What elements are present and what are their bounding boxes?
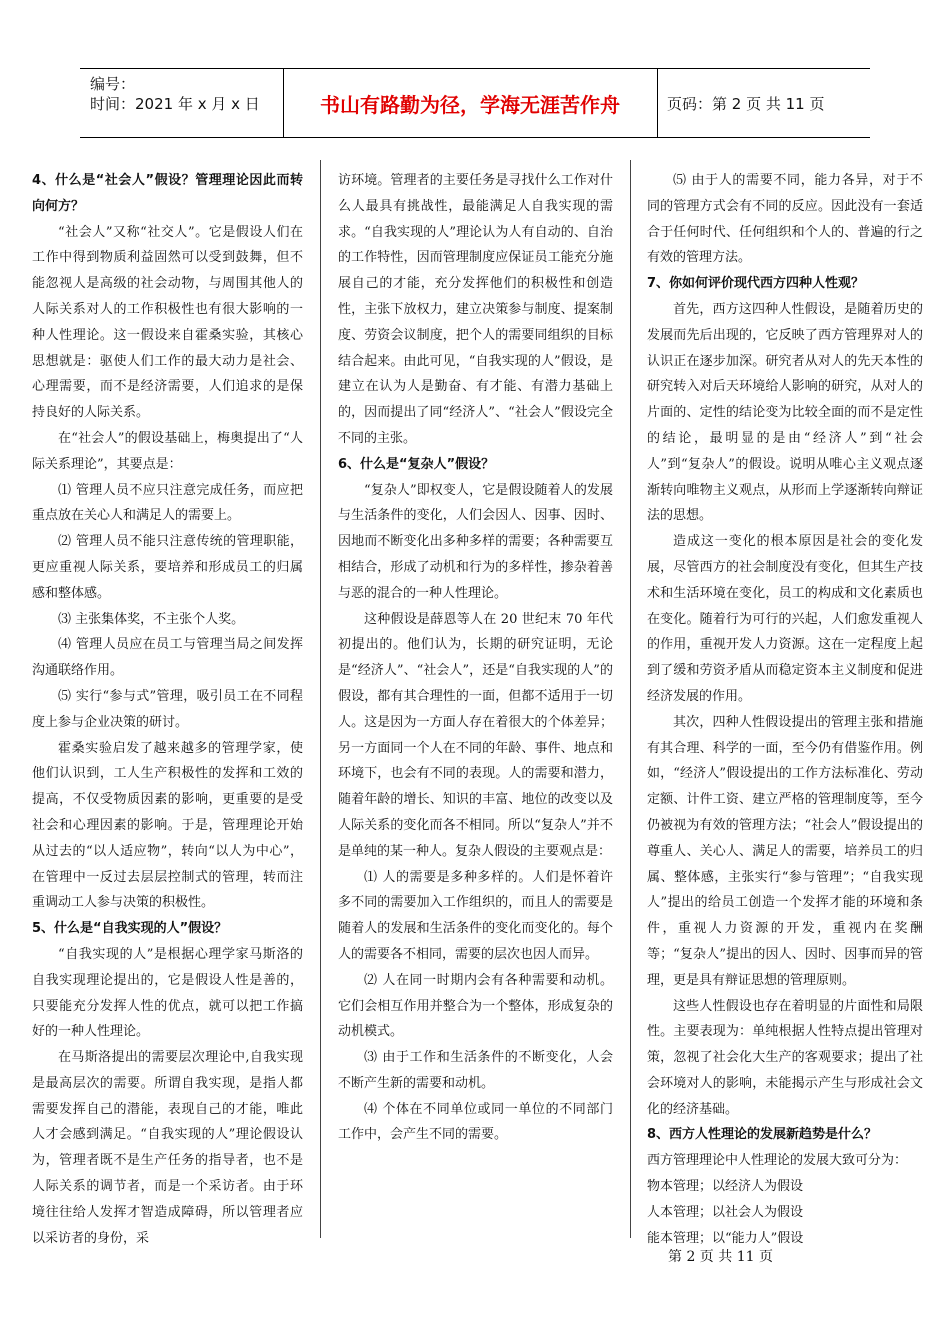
- paragraph: ⑸ 由于人的需要不同，能力各异，对于不同的管理方式会有不同的反应。因此没有一套适合于任何时代、任何组织和个人的、普遍的行之有效的管理方法。: [647, 173, 923, 266]
- paragraph: ⑵ 管理人员不能只注意传统的管理职能，更应重视人际关系，要培养和形成员工的归属感和整体感。: [32, 534, 303, 601]
- paragraph: 在马斯洛提出的需要层次理论中,自我实现是最高层次的需要。所谓自我实现，是指人都需要发挥自己的潜能，表现自己的才能，唯此人才会感到满足。“自我实现的人”理论假设认为，管理者既不是生产任务的指导者，也不是人际关系的调节者，而是一个采访者。由于环境往往给人发挥才智造成障碍，所以管理者应以采访者的身份，采: [32, 1050, 303, 1246]
- page-code: 页码：第 2 页 共 11 页: [667, 95, 825, 113]
- motto: 书山有路勤为径，学海无涯苦作舟: [320, 93, 620, 117]
- section-heading: 5、什么是“自我实现的人”假设？: [32, 921, 228, 937]
- section-heading: 6、什么是“复杂人”假设？: [338, 456, 495, 472]
- paragraph: ⑷ 个体在不同单位或同一单位的不同部门工作中，会产生不同的需要。: [338, 1101, 613, 1143]
- paragraph: ⑷ 管理人员应在员工与管理当局之间发挥沟通联络作用。: [32, 637, 303, 679]
- page-header: [80, 68, 870, 138]
- number-label: 编号：: [90, 75, 136, 93]
- paragraph: ⑶ 由于工作和生活条件的不断变化，人会不断产生新的需要和动机。: [338, 1050, 613, 1091]
- paragraph: 在“社会人”的假设基础上，梅奥提出了“人际关系理论”，其要点是：: [32, 430, 303, 472]
- section-heading: 7、你如何评价现代西方四种人性观？: [647, 276, 865, 292]
- column-divider-2: [630, 160, 631, 1238]
- paragraph: 造成这一变化的根本原因是社会的变化发展，尽管西方的社会制度没有变化，但其生产技术和生活环境在变化，员工的构成和文化素质也在变化。随着行为可行的兴起，人们愈发重视人的作用，重视开发人力资源。这在一定程度上起到了缓和劳资矛盾从而稳定资本主义制度和促进经济发展的作用。: [647, 534, 923, 704]
- column-3: [647, 168, 923, 1251]
- paragraph: ⑶ 主张集体奖，不主张个人奖。: [58, 611, 245, 627]
- paragraph: “社会人”又称“社交人”。它是假设人们在工作中得到物质利益固然可以受到鼓舞，但不能忽视人是高级的社会动物，与周围其他人的人际关系对人的工作积极性也有很大影响的一种人性理论。这一假设来自霍桑实验，其核心思想就是：驱使人们工作的最大动力是社会、心理需要，而不是经济需要，人们追求的是保持良好的人际关系。: [32, 224, 303, 421]
- page-footer: 第 2 页 共 11 页: [668, 1249, 773, 1265]
- paragraph: 访环境。管理者的主要任务是寻找什么工作对什么人最具有挑战性，最能满足人自我实现的需求。“自我实现的人”理论认为人有自动的、自治的工作特性，因而管理制度应保证员工能充分施展自己的才能，充分发挥他们的积极性和创造性，主张下放权力，建立决策参与制度、提案制度、劳资会议制度，把个人的需要同组织的目标结合起来。由此可见，“自我实现的人”假设，是建立在认为人是勤奋、有才能、有潜力基础上的，因而提出了同“经济人”、“社会人”假设完全不同的主张。: [338, 173, 613, 446]
- paragraph: 人本管理；以社会人为假设: [647, 1204, 804, 1220]
- paragraph: 这些人性假设也存在着明显的片面性和局限性。主要表现为：单纯根据人性特点提出管理对策，忽视了社会化大生产的客观要求；提出了社会环境对人的影响，未能揭示产生与形成社会文化的经济基础。: [647, 998, 923, 1117]
- paragraph: 首先，西方这四种人性假设，是随着历史的发展而先后出现的，它反映了西方管理界对人的认识正在逐步加深。研究者从对人的先天本性的研究转入对后天环境给人影响的研究，从对人的片面的、定性的结论变为比较全面的而不是定性的结论，最明显的是由“经济人”到“社会人”到“复杂人”的假设。说明从唯心主义观点逐渐转向唯物主义观点，从形而上学逐渐转向辩证法的思想。: [647, 301, 923, 524]
- paragraph: 能本管理；以“能力人”假设: [647, 1230, 804, 1246]
- paragraph: ⑸ 实行“参与式”管理，吸引员工在不同程度上参与企业决策的研讨。: [32, 688, 303, 730]
- section-heading: 8、西方人性理论的发展新趋势是什么？: [647, 1127, 878, 1143]
- paragraph: ⑴ 人的需要是多种多样的。人们是怀着许多不同的需要加入工作组织的，而且人的需要是随着人的发展和生活条件的变化而变化的。每个人的需要各不相同，需要的层次也因人而异。: [338, 869, 613, 962]
- column-divider-1: [320, 160, 321, 1238]
- paragraph: 西方管理理论中人性理论的发展大致可分为：: [647, 1153, 908, 1169]
- column-1: [32, 168, 303, 1251]
- paragraph: 其次，四种人性假设提出的管理主张和措施有其合理、科学的一面，至今仍有借鉴作用。例如，“经济人”假设提出的工作方法标准化、劳动定额、计件工资、建立严格的管理制度等，至今仍被视为有效的管理方法；“社会人”假设提出的尊重人、关心人、满足人的需要，培养员工的归属、整体感，主张实行“参与管理”；“自我实现人”提出的给员工创造一个发挥才能的环境和条件，重视人力资源的开发，重视内在奖酬等；“复杂人”提出的因人、因时、因事而异的管理，更是具有辩证思想的管理原则。: [647, 714, 923, 988]
- time-label: 时间：2021 年 x 月 x 日: [90, 95, 260, 113]
- paragraph: ⑵ 人在同一时期内会有各种需要和动机。它们会相互作用并整合为一个整体，形成复杂的动机模式。: [338, 972, 613, 1040]
- paragraph: 这种假设是薛恩等人在 20 世纪末 70 年代初提出的。他们认为，长期的研究证明，无论是“经济人”、“社会人”，还是“自我实现的人”的假设，都有其合理性的一面，但都不适用于一切人。这是因为一方面人存在着很大的个体差异；另一方面同一个人在不同的年龄、事件、地点和环境下，也会有不同的表现。人的需要和潜力，随着年龄的增长、知识的丰富、地位的改变以及人际关系的变化而各不相同。所以“复杂人”并不是单纯的某一种人。复杂人假设的主要观点是：: [338, 611, 613, 859]
- header-divider-right: [657, 69, 658, 137]
- header-divider-left: [283, 69, 284, 137]
- section-heading: 4、什么是“社会人”假设？管理理论因此而转向何方？: [32, 173, 303, 214]
- paragraph: ⑴ 管理人员不应只注意完成任务，而应把重点放在关心人和满足人的需要上。: [32, 482, 303, 524]
- paragraph: 霍桑实验启发了越来越多的管理学家，使他们认识到，工人生产积极性的发挥和工效的提高，不仅受物质因素的影响，更重要的是受社会和心理因素的影响。于是，管理理论开始从过去的“以人适应物”，转向“以人为中心”，在管理中一反过去层层控制式的管理，转而注重调动工人参与决策的积极性。: [32, 740, 303, 911]
- paragraph: “自我实现的人”是根据心理学家马斯洛的自我实现理论提出的，它是假设人性是善的，只要能充分发挥人性的优点，就可以把工作搞好的一种人性理论。: [32, 946, 303, 1040]
- column-2: [338, 168, 613, 1148]
- paragraph: 物本管理；以经济人为假设: [647, 1179, 804, 1195]
- paragraph: “复杂人”即权变人，它是假设随着人的发展与生活条件的变化，人们会因人、因事、因时、因地而不断变化出多种多样的需要；各种需要互相结合，形成了动机和行为的多样性，掺杂着善与恶的混合的一种人性理论。: [338, 482, 613, 601]
